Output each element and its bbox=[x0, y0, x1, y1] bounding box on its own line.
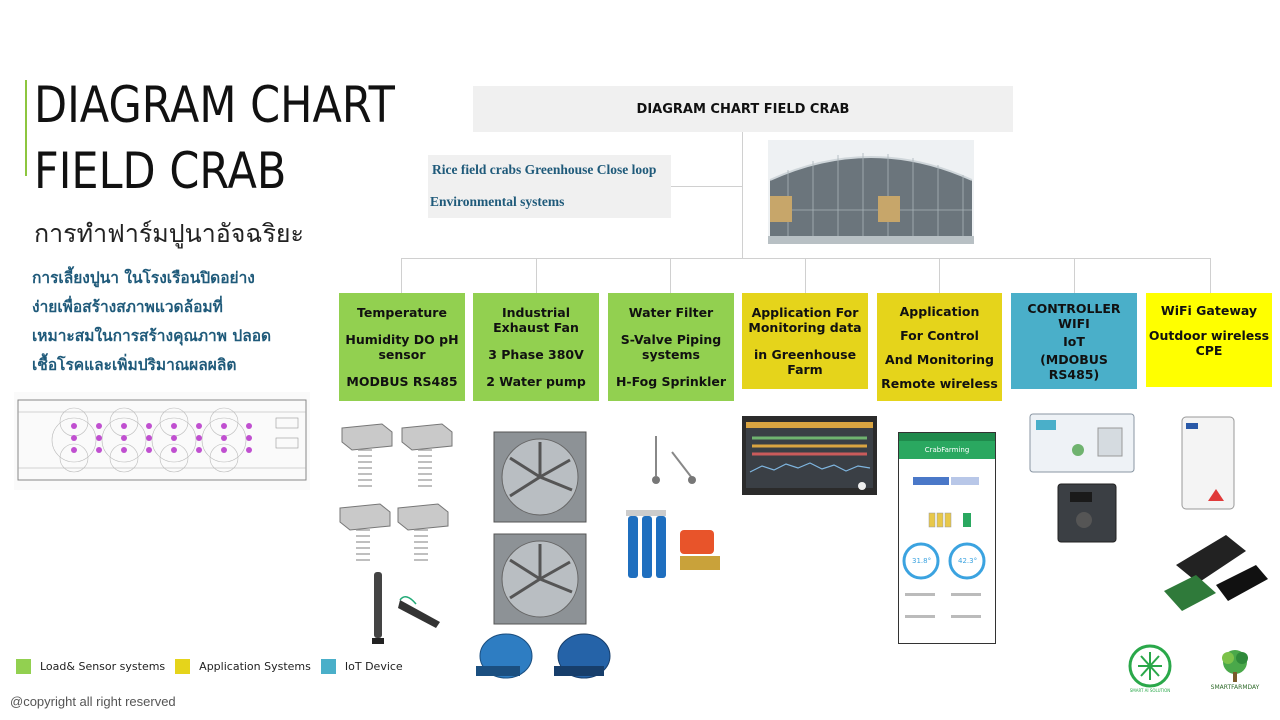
copyright-text: @copyright all right reserved bbox=[10, 694, 176, 709]
legend-swatch bbox=[175, 659, 190, 674]
monitoring-dashboard-image bbox=[742, 416, 877, 495]
category-line: Application For Monitoring data bbox=[748, 305, 862, 335]
gateway-devices-image bbox=[1156, 415, 1276, 615]
phone-app-name: CrabFarming bbox=[899, 441, 995, 459]
category-monitoring-app-box bbox=[742, 293, 868, 389]
thai-description bbox=[32, 264, 332, 380]
title-accent-bar bbox=[25, 80, 27, 176]
main-title bbox=[34, 72, 395, 204]
thai-description-line: การเลี้ยงปูนา ในโรงเรือนปิดอย่าง bbox=[32, 269, 255, 287]
thai-description-line: เชื้อโรคและเพิ่มปริมาณผลผลิต bbox=[32, 356, 237, 374]
legend-item bbox=[175, 659, 311, 674]
connector-drop bbox=[536, 258, 537, 293]
connector-subtitle bbox=[671, 186, 742, 187]
category-line: MODBUS RS485 bbox=[346, 374, 458, 389]
category-line: Industrial Exhaust Fan bbox=[493, 305, 579, 335]
thai-description-line: ง่ายเพื่อสร้างสภาพแวดล้อมที่ bbox=[32, 298, 223, 316]
main-title-line1: DIAGRAM CHART bbox=[34, 76, 395, 134]
category-control-app-box bbox=[877, 293, 1002, 401]
legend-label: Application Systems bbox=[199, 660, 311, 673]
category-line: S-Valve Piping systems bbox=[620, 332, 722, 362]
category-line: And Monitoring bbox=[885, 351, 994, 367]
category-line: Remote wireless bbox=[881, 375, 998, 391]
connector-drop bbox=[1210, 258, 1211, 293]
connector-drop bbox=[670, 258, 671, 293]
category-line: Outdoor wireless CPE bbox=[1148, 328, 1270, 358]
category-line: Temperature bbox=[357, 305, 447, 320]
connector-drop bbox=[401, 258, 402, 293]
legend-item bbox=[16, 659, 165, 674]
connector-bus bbox=[401, 258, 1211, 259]
legend-item bbox=[321, 659, 403, 674]
svg-text:SMART AI SOLUTION: SMART AI SOLUTION bbox=[1129, 688, 1171, 693]
phone-app-dashboard bbox=[899, 459, 995, 643]
legend-swatch bbox=[321, 659, 336, 674]
category-line: 2 Water pump bbox=[486, 374, 586, 389]
phone-reading-2: 42.3° bbox=[958, 557, 978, 565]
category-sensor-box bbox=[339, 293, 465, 401]
legend-swatch bbox=[16, 659, 31, 674]
controller-devices-image bbox=[1028, 410, 1140, 546]
smart-ai-solution-logo bbox=[1124, 642, 1176, 694]
legend-label: Load& Sensor systems bbox=[40, 660, 166, 673]
category-line: (MDOBUS RS485) bbox=[1040, 351, 1108, 382]
category-line: WiFi Gateway bbox=[1160, 303, 1258, 318]
diagram-subtitle-line2: Environmental systems bbox=[430, 194, 565, 209]
floor-plan-image bbox=[14, 392, 310, 490]
diagram-subtitle-box bbox=[428, 155, 671, 218]
phone-reading-1: 31.8° bbox=[912, 557, 932, 565]
phone-app-screenshot bbox=[898, 432, 996, 644]
main-title-line2: FIELD CRAB bbox=[34, 142, 287, 200]
smartfarmday-logo bbox=[1206, 644, 1264, 696]
thai-title: การทำฟาร์มปูนาอัจฉริยะ bbox=[34, 219, 304, 248]
water-filter-image bbox=[620, 432, 730, 582]
connector-drop bbox=[1074, 258, 1075, 293]
legend bbox=[16, 659, 413, 674]
category-line: For Control bbox=[900, 327, 979, 343]
connector-drop bbox=[939, 258, 940, 293]
category-line: IoT bbox=[1063, 333, 1085, 349]
category-line: Application bbox=[899, 303, 980, 319]
diagram-header: DIAGRAM CHART FIELD CRAB bbox=[473, 86, 1013, 132]
svg-text:SMARTFARMDAY: SMARTFARMDAY bbox=[1210, 684, 1260, 691]
category-line: H-Fog Sprinkler bbox=[615, 374, 727, 389]
sensor-devices-image bbox=[336, 420, 462, 646]
fans-pumps-image bbox=[470, 430, 620, 684]
category-water-filter-box bbox=[608, 293, 734, 401]
connector-drop bbox=[805, 258, 806, 293]
connector-trunk bbox=[742, 132, 743, 259]
category-gateway-box bbox=[1146, 293, 1272, 387]
category-line: in Greenhouse Farm bbox=[753, 347, 857, 377]
category-exhaust-fan-box bbox=[473, 293, 599, 401]
legend-label: IoT Device bbox=[344, 660, 403, 673]
greenhouse-image bbox=[768, 140, 974, 244]
category-line: 3 Phase 380V bbox=[488, 347, 584, 362]
thai-description-line: เหมาะสมในการสร้างคุณภาพ ปลอด bbox=[32, 327, 272, 345]
category-line: CONTROLLER WIFI bbox=[1027, 300, 1121, 331]
category-line: Humidity DO pH sensor bbox=[345, 332, 459, 362]
category-line: Water Filter bbox=[628, 305, 714, 320]
diagram-subtitle-line1: Rice field crabs Greenhouse Close loop bbox=[432, 162, 657, 177]
category-controller-box bbox=[1011, 293, 1137, 389]
